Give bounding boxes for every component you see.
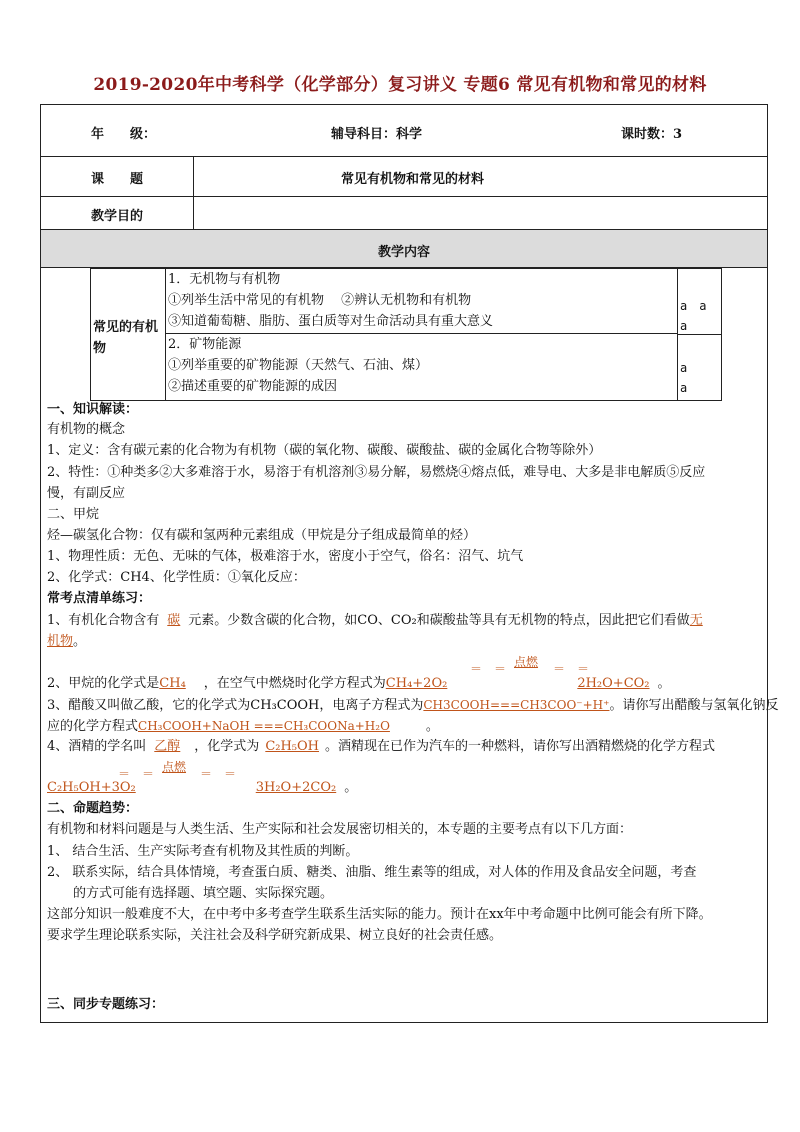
section2-title: 2．矿物能源 xyxy=(168,337,242,352)
summary-1: 这部分知识一般难度不大，在中考中多考查学生联系生活实际的能力。预计在xx年中考命题中比例可能会有所下降。 xyxy=(47,907,712,922)
hours-label: 课时数：3 xyxy=(621,127,683,142)
content-header-row xyxy=(41,230,767,268)
q1-answer-1: 碳 xyxy=(167,613,181,628)
q4-answer-3: C₂H₅OH+3O₂ xyxy=(47,780,136,795)
question-3-cont: 应的化学方程式CH₃COOH+NaOH ===CH₃COONa+H₂O 。 xyxy=(47,719,439,734)
summary-2: 要求学生理论联系实际，关注社会及科学研究新成果、树立良好的社会责任感。 xyxy=(47,928,503,943)
grade-label: 年 级： xyxy=(91,127,157,142)
q4-answer-1: 乙醇 xyxy=(154,739,181,754)
objective-section-2 xyxy=(166,334,678,400)
properties-line-1: 2、特性：①种类多②大多难溶于水，易溶于有机溶剂③易分解，易燃烧④熔点低，难导电、大多是非电解质⑤反应 xyxy=(47,465,706,480)
q1-answer-2b: 机物 xyxy=(47,634,74,649)
q4-condition: 点燃 xyxy=(162,760,187,774)
trend-item-1: 1、 结合生活、生产实际考查有机物及其性质的判断。 xyxy=(47,844,359,859)
question-1: 1、有机化合物含有 碳 元素。少数含碳的化合物，如CO、CO₂和碳酸盐等具有无机物的特点，因此把它们看做无 xyxy=(47,613,703,628)
chemical-properties: 2、化学式：CH4、化学性质：①氧化反应： xyxy=(47,570,306,585)
q3-answer-2: CH₃COOH+NaOH ===CH₃COONa+H₂O xyxy=(138,719,390,733)
section2-marks-1: a xyxy=(680,361,688,375)
section1-marks-1: a a xyxy=(680,299,707,313)
q2-answer-2: CH₄+2O₂ xyxy=(385,676,448,691)
q3-answer-1: CH3COOH===CH3COO⁻+H⁺ xyxy=(423,698,610,712)
header-row xyxy=(41,105,767,157)
heading-trend: 二、命题趋势： xyxy=(47,801,139,816)
q1-answer-2a: 无 xyxy=(689,613,703,628)
heading-practice: 三、同步专题练习： xyxy=(47,997,165,1012)
section1-line2: ③知道葡萄糖、脂肪、蛋白质等对生命活动具有重大意义 xyxy=(168,314,494,329)
topic-row xyxy=(41,157,767,197)
concept-title: 有机物的概念 xyxy=(47,422,126,437)
question-1-cont: 机物。 xyxy=(47,634,87,649)
section1-marks-2: a xyxy=(680,319,688,333)
section2-marks-2: a xyxy=(680,381,688,395)
topic-label: 课 题 xyxy=(91,172,144,187)
question-3: 3、醋酸又叫做乙酸，它的化学式为CH₃COOH，电离子方程式为CH3COOH===CH3COO⁻+H⁺。请你写出醋酸与氢氧化钠反 xyxy=(47,698,779,713)
objectives-table xyxy=(90,268,722,401)
q2-answer-1: CH₄ xyxy=(159,676,186,691)
properties-line-2: 慢，有副反应 xyxy=(47,486,126,501)
section1-title: 1．无机物与有机物 xyxy=(168,272,281,287)
section2-line1: ①列举重要的矿物能源（天然气、石油、煤） xyxy=(168,358,429,373)
goal-label: 教学目的 xyxy=(91,209,144,224)
goal-row xyxy=(41,197,767,230)
definition: 1、定义：含有碳元素的化合物为有机物（碳的氧化物、碳酸、碳酸盐、碳的金属化合物等除外） xyxy=(47,443,602,458)
question-4: 4、酒精的学名叫 乙醇 ，化学式为 C₂H₅OH 。酒精现在已作为汽车的一种燃料，请你写出酒精燃烧的化学方程式 xyxy=(47,739,716,754)
objectives-label: 常见的有机物 xyxy=(91,269,166,400)
question-2: 2、甲烷的化学式是CH₄ ，在空气中燃烧时化学方程式为CH₄+2O₂ 2H₂O+CO₂ 。 xyxy=(47,676,671,691)
methane-heading: 二、甲烷 xyxy=(47,507,100,522)
q2-answer-3: 2H₂O+CO₂ xyxy=(577,676,650,691)
subject-label: 辅导科目：科学 xyxy=(331,127,423,142)
objective-section-1 xyxy=(166,269,678,334)
page-title: 2019-2020年中考科学（化学部分）复习讲义 专题6 常见有机物和常见的材料 xyxy=(93,75,707,95)
hydrocarbon-def: 烃—碳氢化合物：仅有碳和氢两种元素组成（甲烷是分子组成最简单的烃） xyxy=(47,528,477,543)
trend-intro: 有机物和材料问题是与人类生活、生产实际和社会发展密切相关的，本专题的主要考点有以下几方面： xyxy=(47,822,633,837)
topic-value: 常见有机物和常见的材料 xyxy=(341,172,485,187)
heading-knowledge: 一、知识解读： xyxy=(47,402,139,417)
q2-condition: 点燃 xyxy=(514,655,539,669)
q4-answer-2: C₂H₅OH xyxy=(265,739,320,754)
q4-answer-4: 3H₂O+2CO₂ xyxy=(255,780,337,795)
drill-heading: 常考点清单练习： xyxy=(47,591,152,606)
section1-line1: ①列举生活中常见的有机物 ②辨认无机物和有机物 xyxy=(168,293,472,308)
section2-line2: ②描述重要的矿物能源的成因 xyxy=(168,379,338,394)
content-header: 教学内容 xyxy=(377,245,430,260)
physical-properties: 1、物理性质：无色、无味的气体，极难溶于水，密度小于空气，俗名：沼气、坑气 xyxy=(47,549,524,564)
trend-item-2-cont: 的方式可能有选择题、填空题、实际探究题。 xyxy=(73,886,334,901)
trend-item-2: 2、 联系实际，结合具体情境，考查蛋白质、糖类、油脂、维生素等的组成，对人体的作用及食品安全问题，考查 xyxy=(47,865,697,880)
question-4-cont: C₂H₅OH+3O₂ 3H₂O+2CO₂ 。 xyxy=(47,780,358,795)
